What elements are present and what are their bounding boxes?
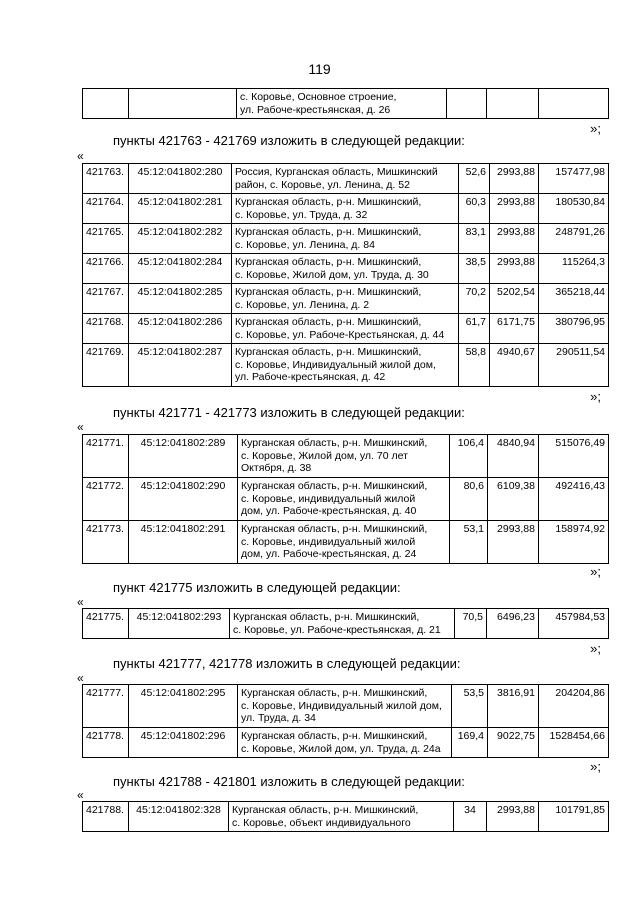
closing-quote: »; — [590, 121, 601, 136]
value-cell: 101791,85 — [539, 802, 609, 832]
value-cell: 515076,49 — [539, 435, 609, 478]
row-number: 421764. — [83, 194, 129, 224]
area-cell: 53,5 — [452, 685, 488, 728]
registry-table — [82, 608, 609, 639]
rate-cell: 2993,88 — [490, 254, 539, 284]
row-number: 421775. — [83, 609, 129, 639]
opening-quote: « — [77, 149, 84, 163]
address-line: с. Коровье, объект индивидуального — [232, 816, 411, 829]
address-cell — [232, 254, 459, 284]
address-line: с. Коровье, ул. Рабоче-крестьянская, д. 21 — [233, 623, 441, 636]
area-cell: 53,1 — [450, 521, 488, 564]
rate-cell: 2993,88 — [487, 802, 539, 832]
value-cell: 1528454,66 — [539, 728, 609, 758]
value-cell: 157477,98 — [539, 164, 609, 194]
table-row — [83, 89, 609, 119]
address-line: Курганская область, р-н. Мишкинский, — [235, 316, 422, 328]
address-line: с. Коровье, Жилой дом, ул. Труда, д. 30 — [235, 268, 429, 281]
address-cell — [238, 685, 452, 728]
area-cell: 169,4 — [452, 728, 488, 758]
address-line: с. Коровье, ул. Ленина, д. 84 — [235, 238, 375, 251]
rate-cell: 6109,38 — [488, 478, 539, 521]
address-line: Курганская область, р-н. Мишкинский, — [235, 346, 422, 358]
value-cell: 115264,3 — [539, 254, 609, 284]
row-number: 421771. — [83, 435, 129, 478]
address-line: с. Коровье, ул. Труда, д. 32 — [235, 208, 368, 221]
row-number: 421769. — [83, 344, 129, 387]
value-cell: 248791,26 — [539, 224, 609, 254]
table-row — [83, 521, 609, 564]
cadastral-number — [129, 89, 237, 119]
cadastral-number: 45:12:041802:291 — [129, 521, 238, 564]
registry-table — [82, 163, 609, 387]
address-line: с. Коровье, индивидуальный жилой — [241, 492, 416, 505]
address-line: район, с. Коровье, ул. Ленина, д. 52 — [235, 178, 410, 191]
rate-cell: 6171,75 — [490, 314, 539, 344]
address-line: Курганская область, р-н. Мишкинский, — [235, 226, 422, 238]
address-line: Курганская область, р-н. Мишкинский, — [232, 804, 419, 816]
address-cell — [232, 284, 459, 314]
rate-cell: 2993,88 — [488, 521, 539, 564]
address-line: с. Коровье, Основное строение, — [240, 91, 397, 103]
area-cell: 60,3 — [459, 194, 490, 224]
cadastral-number: 45:12:041802:285 — [129, 284, 232, 314]
amendment-instruction: пункты 421788 - 421801 изложить в следующей редакции: — [113, 774, 465, 789]
row-number: 421777. — [83, 685, 129, 728]
cadastral-number: 45:12:041802:284 — [129, 254, 232, 284]
address-line: с. Коровье, Жилой дом, ул. 70 лет — [241, 449, 408, 462]
area-cell: 61,7 — [459, 314, 490, 344]
value-cell: 204204,86 — [539, 685, 609, 728]
row-number: 421763. — [83, 164, 129, 194]
area-cell: 106,4 — [450, 435, 488, 478]
address-line: с. Коровье, ул. Рабоче-Крестьянская, д. 44 — [235, 328, 445, 341]
closing-quote: »; — [590, 759, 601, 774]
area-cell: 80,6 — [450, 478, 488, 521]
address-cell — [232, 344, 459, 387]
address-line: дом, ул. Рабоче-крестьянская, д. 40 — [241, 505, 417, 517]
cadastral-number: 45:12:041802:280 — [129, 164, 232, 194]
address-line: с. Коровье, Жилой дом, ул. Труда, д. 24а — [241, 742, 441, 755]
address-line: ул. Рабоче-крестьянская, д. 26 — [240, 103, 391, 116]
cadastral-number: 45:12:041802:289 — [129, 435, 238, 478]
closing-quote: »; — [590, 389, 601, 404]
rate-cell: 9022,75 — [488, 728, 539, 758]
table-row — [83, 224, 609, 254]
table-row — [83, 478, 609, 521]
row-number — [83, 89, 129, 119]
cadastral-number: 45:12:041802:296 — [129, 728, 238, 758]
area-cell — [447, 89, 487, 119]
address-line: с. Коровье, индивидуальный жилой — [241, 535, 416, 548]
address-cell — [232, 194, 459, 224]
opening-quote: « — [77, 788, 84, 802]
row-number: 421773. — [83, 521, 129, 564]
area-cell: 70,5 — [455, 609, 487, 639]
address-cell — [230, 609, 455, 639]
address-line: с. Коровье, Индивидуальный жилой дом, — [235, 358, 436, 371]
rate-cell: 4840,94 — [488, 435, 539, 478]
address-line: Россия, Курганская область, Мишкинский — [235, 166, 438, 178]
area-cell: 52,6 — [459, 164, 490, 194]
address-cell — [238, 521, 450, 564]
closing-quote: »; — [590, 564, 601, 579]
amendment-instruction: пункт 421775 изложить в следующей редакции: — [113, 580, 401, 595]
address-line: Курганская область, р-н. Мишкинский, — [241, 730, 428, 742]
rate-cell: 2993,88 — [490, 224, 539, 254]
value-cell: 457984,53 — [539, 609, 609, 639]
cadastral-number: 45:12:041802:328 — [129, 802, 229, 832]
area-cell: 58,8 — [459, 344, 490, 387]
table-row — [83, 802, 609, 832]
rate-cell — [487, 89, 539, 119]
row-number: 421788. — [83, 802, 129, 832]
table-row — [83, 609, 609, 639]
table-row — [83, 194, 609, 224]
address-cell — [238, 435, 450, 478]
address-cell — [238, 478, 450, 521]
registry-table — [82, 684, 609, 758]
cadastral-number: 45:12:041802:293 — [129, 609, 230, 639]
address-cell — [232, 164, 459, 194]
cadastral-number: 45:12:041802:295 — [129, 685, 238, 728]
registry-table — [82, 434, 609, 564]
area-cell: 38,5 — [459, 254, 490, 284]
table-row — [83, 284, 609, 314]
opening-quote: « — [77, 595, 84, 609]
table-row — [83, 254, 609, 284]
address-cell — [232, 224, 459, 254]
area-cell: 83,1 — [459, 224, 490, 254]
table-row — [83, 344, 609, 387]
amendment-instruction: пункты 421777, 421778 изложить в следующей редакции: — [113, 656, 461, 671]
rate-cell: 4940,67 — [490, 344, 539, 387]
area-cell: 70,2 — [459, 284, 490, 314]
opening-quote: « — [77, 671, 84, 685]
table-row — [83, 685, 609, 728]
address-cell — [232, 314, 459, 344]
value-cell: 380796,95 — [539, 314, 609, 344]
row-number: 421767. — [83, 284, 129, 314]
address-line: Курганская область, р-н. Мишкинский, — [233, 611, 420, 623]
value-cell: 180530,84 — [539, 194, 609, 224]
value-cell: 158974,92 — [539, 521, 609, 564]
row-number: 421766. — [83, 254, 129, 284]
address-line: Курганская область, р-н. Мишкинский, — [235, 286, 422, 298]
cadastral-number: 45:12:041802:286 — [129, 314, 232, 344]
table-row — [83, 435, 609, 478]
row-number: 421765. — [83, 224, 129, 254]
rate-cell: 6496,23 — [487, 609, 539, 639]
value-cell: 492416,43 — [539, 478, 609, 521]
address-line: Октября, д. 38 — [241, 462, 312, 474]
value-cell: 365218,44 — [539, 284, 609, 314]
rate-cell: 3816,91 — [488, 685, 539, 728]
address-line: дом, ул. Рабоче-крестьянская, д. 24 — [241, 548, 417, 560]
opening-quote: « — [77, 420, 84, 434]
row-number: 421772. — [83, 478, 129, 521]
row-number: 421778. — [83, 728, 129, 758]
address-line: ул. Труда, д. 34 — [241, 712, 316, 724]
table-row — [83, 164, 609, 194]
rate-cell: 2993,88 — [490, 194, 539, 224]
value-cell — [539, 89, 609, 119]
address-line: Курганская область, р-н. Мишкинский, — [235, 196, 422, 208]
address-line: Курганская область, р-н. Мишкинский, — [235, 256, 422, 268]
cadastral-number: 45:12:041802:287 — [129, 344, 232, 387]
page-number: 119 — [308, 61, 331, 77]
closing-quote: »; — [590, 641, 601, 656]
value-cell: 290511,54 — [539, 344, 609, 387]
table-row — [83, 728, 609, 758]
row-number: 421768. — [83, 314, 129, 344]
cadastral-number: 45:12:041802:281 — [129, 194, 232, 224]
address-cell — [238, 728, 452, 758]
address-line: с. Коровье, ул. Ленина, д. 2 — [235, 298, 370, 311]
address-line: с. Коровье, Индивидуальный жилой дом, — [241, 699, 442, 712]
address-line: Курганская область, р-н. Мишкинский, — [241, 437, 428, 449]
table-row — [83, 314, 609, 344]
registry-table — [82, 801, 609, 832]
cadastral-number: 45:12:041802:290 — [129, 478, 238, 521]
address-line: Курганская область, р-н. Мишкинский, — [241, 687, 428, 699]
registry-table-continuation — [82, 88, 609, 119]
address-line: Курганская область, р-н. Мишкинский, — [241, 523, 428, 535]
cadastral-number: 45:12:041802:282 — [129, 224, 232, 254]
rate-cell: 2993,88 — [490, 164, 539, 194]
address-cell — [237, 89, 447, 119]
address-cell — [229, 802, 454, 832]
area-cell: 34 — [454, 802, 487, 832]
amendment-instruction: пункты 421771 - 421773 изложить в следующей редакции: — [113, 405, 465, 420]
address-line: Курганская область, р-н. Мишкинский, — [241, 480, 428, 492]
address-line: ул. Рабоче-крестьянская, д. 42 — [235, 371, 386, 383]
rate-cell: 5202,54 — [490, 284, 539, 314]
amendment-instruction: пункты 421763 - 421769 изложить в следующей редакции: — [113, 133, 465, 148]
